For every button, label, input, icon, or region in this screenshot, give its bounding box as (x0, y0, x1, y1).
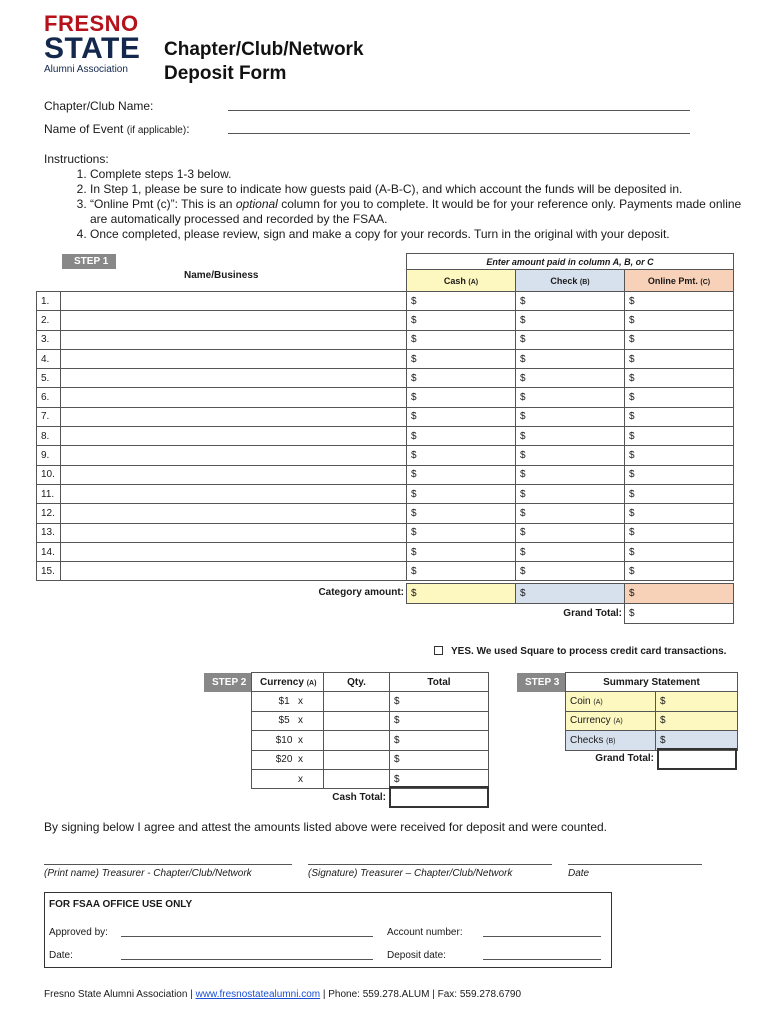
row-check-cell[interactable]: $ (516, 407, 625, 426)
summary-row-label (566, 731, 656, 750)
footer-sep-3: | (432, 989, 435, 1000)
step1-row (37, 407, 734, 426)
office-use-title: FOR FSAA OFFICE USE ONLY (49, 899, 193, 910)
step1-rows (37, 292, 734, 581)
row-online-cell[interactable]: $ (625, 562, 734, 581)
row-check-cell[interactable]: $ (516, 349, 625, 368)
col-check-tag: (B) (579, 278, 590, 286)
summary-row-value-cell[interactable]: $ (656, 731, 738, 750)
col-online-label: Online Pmt. (647, 275, 698, 286)
signature-line[interactable] (308, 864, 552, 865)
grand-total-cell[interactable]: $ (624, 603, 734, 624)
col-qty: Qty. (324, 673, 390, 692)
row-check-cell[interactable]: $ (516, 311, 625, 330)
row-online-cell[interactable]: $ (625, 523, 734, 542)
account-number-label: Account number: (387, 927, 463, 938)
summary-label-tag: (A) (593, 699, 603, 707)
row-check-cell[interactable]: $ (516, 465, 625, 484)
footer-phone: Phone: 559.278.ALUM (328, 989, 430, 1000)
attest-statement: By signing below I agree and attest the amounts listed above were received for deposit and were counted. (44, 820, 608, 834)
step2-row (252, 692, 489, 711)
col-name-business: Name/Business (37, 270, 407, 292)
step1-row (37, 542, 734, 561)
row-cash-cell[interactable]: $ (407, 292, 516, 311)
col-cash (407, 270, 516, 292)
col-online-tag: (C) (700, 278, 711, 286)
col-currency-label: Currency (260, 676, 304, 688)
currency-denomination: x (252, 769, 324, 788)
event-label-colon: : (186, 122, 190, 136)
step2-row (252, 711, 489, 730)
row-number: 13. (37, 523, 61, 542)
row-cash-cell[interactable]: $ (407, 446, 516, 465)
instruction-3-rest: column for you to complete. It would be for your reference only. Payments made online are automatically processed and recorded by the FSAA. (90, 197, 742, 226)
row-online-cell[interactable]: $ (625, 292, 734, 311)
instruction-3-start: “Online Pmt (c)”: This is an (90, 197, 236, 211)
currency-qty-cell[interactable] (324, 750, 390, 769)
row-check-cell[interactable]: $ (516, 330, 625, 349)
category-online-cell[interactable]: $ (624, 583, 734, 604)
step2-table (251, 672, 489, 789)
row-online-cell[interactable]: $ (625, 484, 734, 503)
currency-qty-cell[interactable] (324, 769, 390, 788)
row-number: 1. (37, 292, 61, 311)
row-name-business-cell[interactable] (61, 311, 407, 330)
category-amount-label: Category amount: (318, 587, 404, 598)
currency-denomination: $20 x (252, 750, 324, 769)
footer-website-link[interactable]: www.fresnostatealumni.com (195, 989, 321, 1000)
row-cash-cell[interactable]: $ (407, 311, 516, 330)
row-name-business-cell[interactable] (61, 523, 407, 542)
currency-qty-cell[interactable] (324, 711, 390, 730)
row-name-business-cell[interactable] (61, 484, 407, 503)
row-cash-cell[interactable]: $ (407, 542, 516, 561)
step3-badge: STEP 3 (517, 673, 565, 692)
summary-row-value-cell[interactable]: $ (656, 711, 738, 730)
currency-denomination: $10 x (252, 731, 324, 750)
currency-qty-cell[interactable] (324, 692, 390, 711)
instruction-4: 4. Once completed, please review, sign and make a copy for your records. Turn in the original with your deposit. (90, 227, 744, 242)
row-name-business-cell[interactable] (61, 446, 407, 465)
category-check-cell[interactable]: $ (515, 583, 625, 604)
row-name-business-cell[interactable] (61, 407, 407, 426)
title-line-2: Deposit Form (164, 63, 287, 84)
summary-row-value-cell[interactable]: $ (656, 692, 738, 711)
cash-total-label: Cash Total: (332, 792, 386, 803)
step1-badge: STEP 1 (62, 254, 116, 269)
row-name-business-cell[interactable] (61, 465, 407, 484)
summary-label-tag: (A) (613, 718, 623, 726)
row-check-cell[interactable]: $ (516, 523, 625, 542)
instructions-list (90, 167, 744, 242)
row-online-cell[interactable]: $ (625, 504, 734, 523)
step1-row (37, 562, 734, 581)
col-currency (252, 673, 324, 692)
print-name-label: (Print name) Treasurer - Chapter/Club/Network (44, 868, 252, 879)
step1-row (37, 446, 734, 465)
chapter-name-field[interactable] (228, 110, 690, 111)
instructions-heading: Instructions: (44, 152, 109, 166)
row-number: 3. (37, 330, 61, 349)
row-check-cell[interactable]: $ (516, 388, 625, 407)
row-name-business-cell[interactable] (61, 427, 407, 446)
footer-fax: Fax: 559.278.6790 (437, 989, 522, 1000)
row-cash-cell[interactable]: $ (407, 349, 516, 368)
step1-row (37, 388, 734, 407)
event-label-note: (if applicable) (126, 125, 187, 136)
row-number: 4. (37, 349, 61, 368)
row-online-cell[interactable]: $ (625, 369, 734, 388)
step1-row (37, 330, 734, 349)
col-currency-tag: (A) (306, 679, 317, 687)
office-date-line[interactable] (121, 959, 373, 960)
step1-row (37, 523, 734, 542)
row-cash-cell[interactable]: $ (407, 369, 516, 388)
summary-label-text: Currency (570, 715, 611, 727)
row-cash-cell[interactable]: $ (407, 330, 516, 349)
instruction-1: 1. Complete steps 1-3 below. (90, 167, 744, 182)
row-name-business-cell[interactable] (61, 388, 407, 407)
grand-total-label: Grand Total: (563, 608, 622, 619)
row-name-business-cell[interactable] (61, 562, 407, 581)
row-cash-cell[interactable]: $ (407, 465, 516, 484)
step1-row (37, 369, 734, 388)
row-cash-cell[interactable]: $ (407, 427, 516, 446)
date-line[interactable] (568, 864, 702, 865)
summary-row-label (566, 692, 656, 711)
square-label: YES. We used Square to process credit card transactions. (451, 646, 727, 657)
event-label-text: Name of Event (44, 122, 124, 136)
category-cash-cell[interactable]: $ (406, 583, 516, 604)
row-number: 7. (37, 407, 61, 426)
logo-state: STATE (44, 32, 141, 65)
row-online-cell[interactable]: $ (625, 349, 734, 368)
step2-rows (252, 692, 489, 789)
summary-label-tag: (B) (606, 737, 616, 745)
summary-row (566, 692, 738, 711)
summary-row-label (566, 711, 656, 730)
approved-by-label: Approved by: (49, 927, 108, 938)
row-check-cell[interactable]: $ (516, 446, 625, 465)
step1-row (37, 427, 734, 446)
summary-statement-heading: Summary Statement (566, 673, 738, 692)
row-number: 11. (37, 484, 61, 503)
logo-fresno: FRESNO (44, 11, 139, 36)
row-online-cell[interactable]: $ (625, 330, 734, 349)
row-number: 5. (37, 369, 61, 388)
summary-grand-total-label: Grand Total: (595, 753, 654, 764)
currency-denomination: $5 x (252, 711, 324, 730)
row-online-cell[interactable]: $ (625, 388, 734, 407)
row-name-business-cell[interactable] (61, 349, 407, 368)
step1-row (37, 292, 734, 311)
footer-sep-1: | (190, 989, 193, 1000)
step3-table (565, 672, 738, 751)
event-name-field[interactable] (228, 133, 690, 134)
row-cash-cell[interactable]: $ (407, 504, 516, 523)
deposit-date-line[interactable] (483, 959, 601, 960)
col-check (516, 270, 625, 292)
square-option (434, 646, 726, 657)
fresno-state-logo (44, 11, 141, 76)
currency-total-cell[interactable]: $ (390, 750, 489, 769)
row-online-cell[interactable]: $ (625, 446, 734, 465)
row-cash-cell[interactable]: $ (407, 562, 516, 581)
signature-label: (Signature) Treasurer – Chapter/Club/Network (308, 868, 513, 879)
currency-total-cell[interactable]: $ (390, 711, 489, 730)
row-online-cell[interactable]: $ (625, 427, 734, 446)
currency-total-cell[interactable]: $ (390, 731, 489, 750)
row-check-cell[interactable]: $ (516, 504, 625, 523)
row-number: 8. (37, 427, 61, 446)
row-name-business-cell[interactable] (61, 504, 407, 523)
step1-row (37, 349, 734, 368)
approved-by-line[interactable] (121, 936, 373, 937)
footer-org: Fresno State Alumni Association (44, 989, 188, 1000)
instruction-3 (90, 197, 744, 227)
step2-row (252, 750, 489, 769)
chapter-name-label: Chapter/Club Name: (44, 99, 154, 113)
row-number: 9. (37, 446, 61, 465)
row-cash-cell[interactable]: $ (407, 484, 516, 503)
date-label: Date (568, 868, 590, 879)
step1-row (37, 504, 734, 523)
step1-row (37, 484, 734, 503)
instruction-2: 2. In Step 1, please be sure to indicate how guests paid (A-B-C), and which account the funds will be deposited in. (90, 182, 744, 197)
row-name-business-cell[interactable] (61, 292, 407, 311)
step2-row (252, 731, 489, 750)
step1-row (37, 311, 734, 330)
row-check-cell[interactable]: $ (516, 542, 625, 561)
footer-sep-2: | (322, 989, 326, 1000)
col-check-label: Check (550, 275, 578, 286)
row-check-cell[interactable]: $ (516, 292, 625, 311)
row-online-cell[interactable]: $ (625, 465, 734, 484)
row-online-cell[interactable]: $ (625, 407, 734, 426)
row-cash-cell[interactable]: $ (407, 523, 516, 542)
row-name-business-cell[interactable] (61, 542, 407, 561)
currency-qty-cell[interactable] (324, 731, 390, 750)
summary-label-text: Checks (570, 734, 604, 746)
office-use-box (44, 892, 612, 968)
row-check-cell[interactable]: $ (516, 562, 625, 581)
row-check-cell[interactable]: $ (516, 369, 625, 388)
row-online-cell[interactable]: $ (625, 542, 734, 561)
instructions (44, 152, 744, 242)
square-checkbox[interactable] (434, 646, 443, 655)
row-check-cell[interactable]: $ (516, 427, 625, 446)
row-number: 12. (37, 504, 61, 523)
row-cash-cell[interactable]: $ (407, 407, 516, 426)
row-number: 6. (37, 388, 61, 407)
title-line-1: Chapter/Club/Network (164, 39, 364, 60)
currency-total-cell[interactable]: $ (390, 769, 489, 788)
event-name-label (44, 122, 190, 136)
cash-total-cell[interactable] (389, 786, 489, 808)
account-number-line[interactable] (483, 936, 601, 937)
summary-grand-total-cell[interactable] (657, 748, 737, 770)
row-name-business-cell[interactable] (61, 369, 407, 388)
currency-denomination: $1 x (252, 692, 324, 711)
instruction-3-optional: optional (235, 197, 278, 211)
summary-label-text: Coin (570, 696, 591, 708)
page-title (164, 38, 364, 86)
row-number: 15. (37, 562, 61, 581)
row-online-cell[interactable]: $ (625, 311, 734, 330)
row-number: 10. (37, 465, 61, 484)
col-cash-label: Cash (443, 275, 466, 286)
col-online (625, 270, 734, 292)
logo-alumni-association: Alumni Association (44, 64, 128, 75)
summary-row (566, 711, 738, 730)
step2-badge: STEP 2 (204, 673, 252, 692)
step1-table (36, 253, 734, 581)
enter-amount-note: Enter amount paid in column A, B, or C (407, 254, 734, 270)
row-name-business-cell[interactable] (61, 330, 407, 349)
row-number: 14. (37, 542, 61, 561)
footer (44, 989, 521, 1000)
print-name-line[interactable] (44, 864, 292, 865)
col-total: Total (390, 673, 489, 692)
deposit-date-label: Deposit date: (387, 950, 446, 961)
row-cash-cell[interactable]: $ (407, 388, 516, 407)
step3-rows (566, 692, 738, 750)
row-number: 2. (37, 311, 61, 330)
office-date-label: Date: (49, 950, 73, 961)
step1-row (37, 465, 734, 484)
col-cash-tag: (A) (468, 278, 479, 286)
row-check-cell[interactable]: $ (516, 484, 625, 503)
currency-total-cell[interactable]: $ (390, 692, 489, 711)
